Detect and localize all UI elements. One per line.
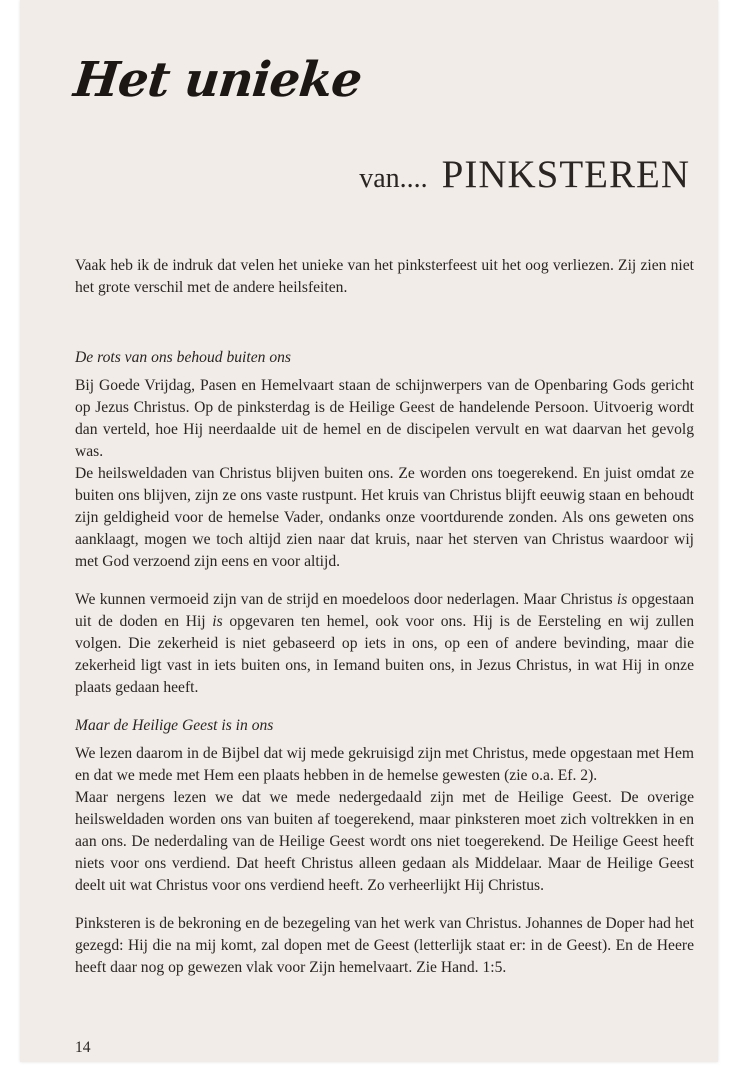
- p3-part-b: opgestaan uit de doden en Hij: [75, 591, 694, 630]
- p3-emphasis-1: is: [616, 591, 628, 608]
- p3-part-c: opgevaren ten hemel, ook voor ons. Hij is de Eersteling en wij zullen volgen. Die zekerheid is niet gebaseerd op iets in ons, op een of andere bevinding, maar die zekerheid ligt vast in iets buiten ons, in Iemand buiten ons, in Jezus Christus, in wat Hij in onze plaats gedaan heeft.: [75, 613, 694, 696]
- section-heading-2: Maar de Heilige Geest is in ons: [75, 717, 274, 734]
- section1-paragraph-2: De heilsweldaden van Christus blijven buiten ons. Ze worden ons toegerekend. En juist omdat ze buiten ons blijven, zijn ze ons vaste rustpunt. Het kruis van Christus blijft eeuwig staan en behoudt zijn geldigheid voor de hemelse Vader, ondanks onze voortdurende zonden. Als ons geweten ons aanklaagt, mogen we toch altijd zien naar dat kruis, naar het sterven van Christus waardoor wij met God verzoend zijn eens en voor altijd.: [75, 465, 694, 570]
- section2-paragraph-2: Maar nergens lezen we dat we mede nedergedaald zijn met de Heilige Geest. De overige heilsweldaden worden ons van buiten af toegerekend, maar pinksteren moet zich voltrekken in en aan ons. De nederdaling van de Heilige Geest wordt ons niet toegerekend. De Heilige Geest heeft niets voor ons verdiend. Dat heeft Christus alleen gedaan als Middelaar. Maar de Heilige Geest deelt uit wat Christus voor ons verdiend heeft. Zo verheerlijkt Hij Christus.: [75, 789, 694, 894]
- section1-paragraph-1: Bij Goede Vrijdag, Pasen en Hemelvaart staan de schijnwerpers van de Openbaring Gods gericht op Jezus Christus. Op de pinksterdag is de Heilige Geest de handelende Persoon. Uitvoerig wordt dan verteld, hoe Hij neerdaalde uit de hemel en de discipelen vervult en wat daarvan het gevolg was.: [75, 377, 694, 460]
- p3-emphasis-2: is: [212, 613, 223, 630]
- p3-part-a: We kunnen vermoeid zijn van de strijd en moedeloos door nederlagen. Maar Christus: [75, 591, 617, 608]
- section-heading-1: De rots van ons behoud buiten ons: [75, 349, 291, 366]
- page: [20, 0, 718, 1062]
- headline: Het unieke: [71, 52, 365, 108]
- subtitle-main: PINKSTEREN: [441, 153, 690, 196]
- subtitle: [359, 152, 690, 197]
- section1-paragraph-3: [75, 589, 694, 699]
- subtitle-prefix: van....: [359, 163, 428, 194]
- intro-paragraph: Vaak heb ik de indruk dat velen het unieke van het pinksterfeest uit het oog verliezen. Zij zien niet het grote verschil met de andere heilsfeiten.: [75, 257, 694, 296]
- section2-paragraph-1: We lezen daarom in de Bijbel dat wij mede gekruisigd zijn met Christus, mede opgestaan met Hem en dat we mede met Hem een plaats hebben in de hemelse gewesten (zie o.a. Ef. 2).: [75, 745, 694, 784]
- section2-paragraph-3: Pinksteren is de bekroning en de bezegeling van het werk van Christus. Johannes de Doper had het gezegd: Hij die na mij komt, zal dopen met de Geest (letterlijk staat er: in de Geest). En de Heere heeft daar nog op gewezen vlak voor Zijn hemelvaart. Zie Hand. 1:5.: [75, 915, 694, 976]
- page-number: 14: [75, 1039, 91, 1056]
- article-body: [75, 255, 694, 979]
